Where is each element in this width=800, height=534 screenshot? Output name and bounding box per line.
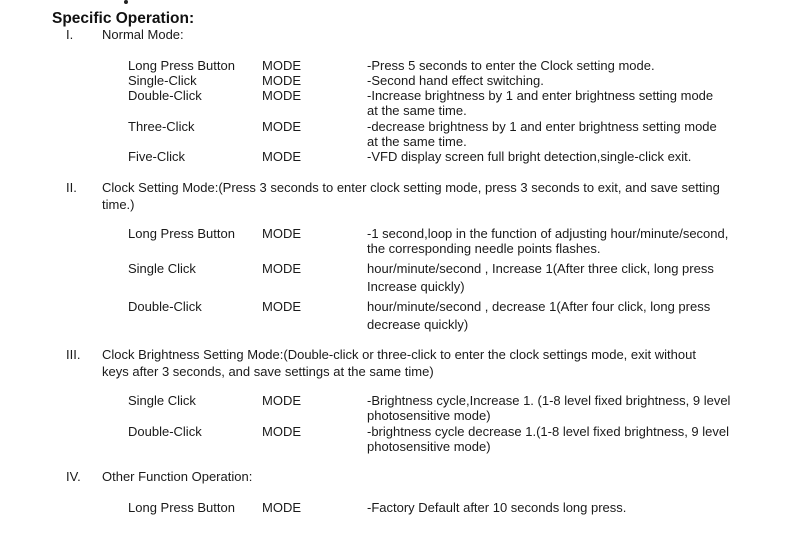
row-description: -VFD display screen full bright detection,single-click exit.	[367, 149, 692, 164]
row-description: -Press 5 seconds to enter the Clock setting mode.	[367, 58, 655, 73]
bullet-dot	[124, 0, 128, 4]
row-description: -decrease brightness by 1 and enter brightness setting mode at the same time.	[367, 119, 717, 149]
row-key: MODE	[262, 299, 301, 314]
row-key: MODE	[262, 73, 301, 88]
row-key: MODE	[262, 226, 301, 241]
section-number: III.	[66, 347, 81, 362]
row-action: Five-Click	[128, 149, 186, 164]
row-description: -1 second,loop in the function of adjusting hour/minute/second, the corresponding needle points flashes.	[367, 226, 729, 256]
row-action: Single-Click	[128, 73, 197, 88]
row-action: Long Press Button	[128, 226, 235, 241]
row-description: hour/minute/second , decrease 1(After four click, long press decrease quickly)	[367, 299, 711, 332]
row-action: Long Press Button	[128, 500, 235, 515]
row-action: Single Click	[128, 393, 196, 408]
row-key: MODE	[262, 119, 301, 134]
row-action: Double-Click	[128, 299, 202, 314]
row-action: Single Click	[128, 261, 196, 276]
section-number: II.	[66, 180, 77, 195]
row-key: MODE	[262, 149, 301, 164]
row-description: -Second hand effect switching.	[367, 73, 544, 88]
row-action: Double-Click	[128, 424, 202, 439]
section-number: IV.	[66, 469, 81, 484]
row-action: Long Press Button	[128, 58, 235, 73]
row-key: MODE	[262, 88, 301, 103]
row-action: Three-Click	[128, 119, 195, 134]
row-key: MODE	[262, 393, 301, 408]
section-heading: Clock Setting Mode:(Press 3 seconds to enter clock setting mode, press 3 seconds to exit, and save setting time.)	[102, 180, 720, 212]
row-key: MODE	[262, 500, 301, 515]
row-description: -Brightness cycle,Increase 1. (1-8 level fixed brightness, 9 level photosensitive mode)	[367, 393, 731, 423]
section-heading: Clock Brightness Setting Mode:(Double-click or three-click to enter the clock settings mode, exit without keys after 3 seconds, and save settings at the same time)	[102, 347, 696, 379]
section-heading: Other Function Operation:	[102, 469, 253, 484]
row-key: MODE	[262, 424, 301, 439]
section-heading: Normal Mode:	[102, 27, 184, 42]
row-key: MODE	[262, 261, 301, 276]
row-description: -Factory Default after 10 seconds long press.	[367, 500, 627, 515]
row-description: hour/minute/second , Increase 1(After three click, long press Increase quickly)	[367, 261, 714, 294]
row-description: -brightness cycle decrease 1.(1-8 level fixed brightness, 9 level photosensitive mode)	[367, 424, 730, 454]
row-action: Double-Click	[128, 88, 202, 103]
section-number: I.	[66, 27, 74, 42]
page-title: Specific Operation:	[52, 10, 195, 27]
row-description: -Increase brightness by 1 and enter brightness setting mode at the same time.	[367, 88, 714, 118]
row-key: MODE	[262, 58, 301, 73]
